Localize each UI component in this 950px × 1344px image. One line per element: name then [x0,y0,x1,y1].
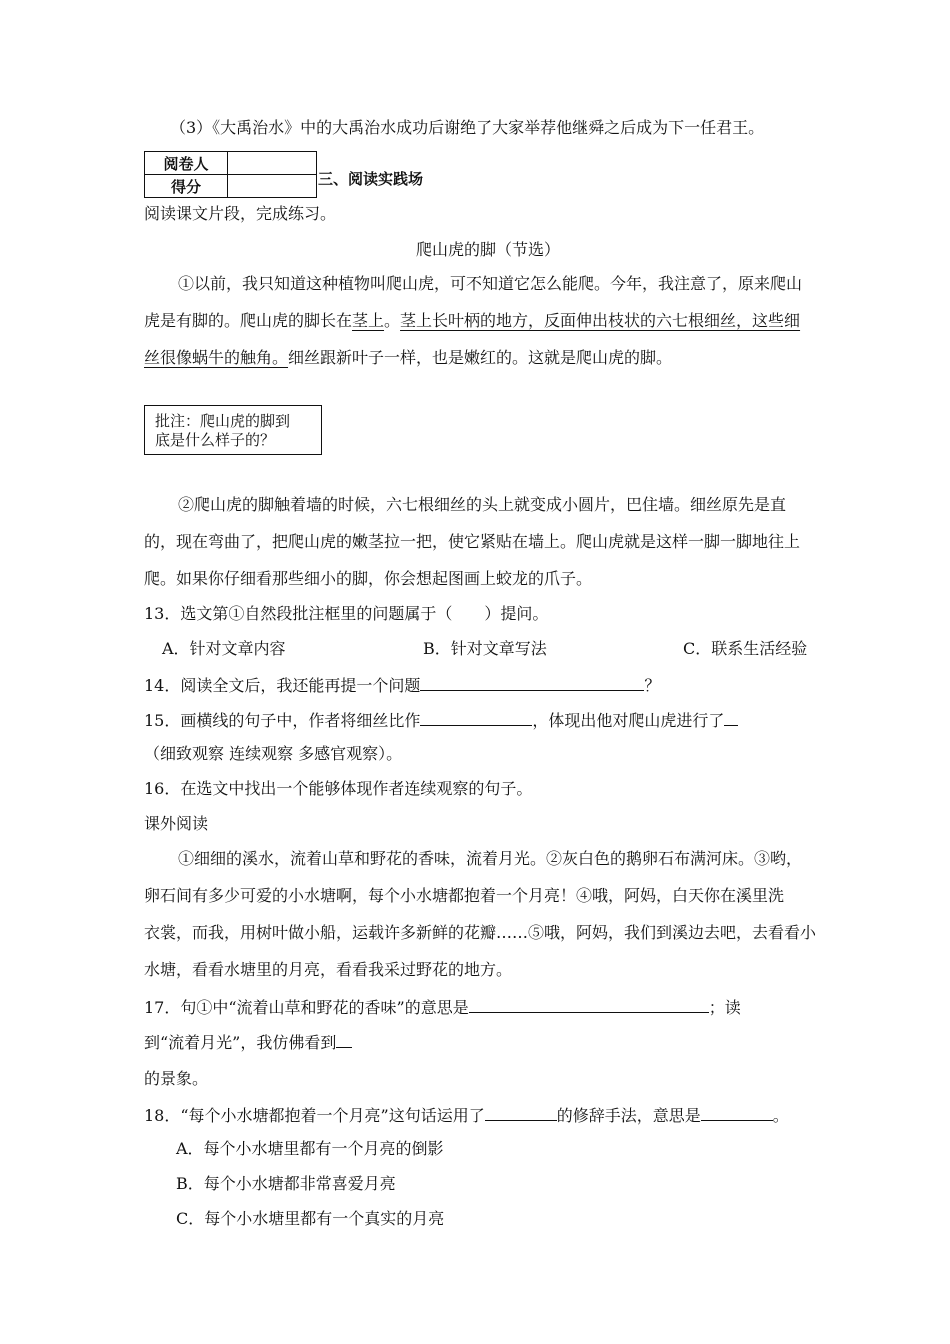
p1-line2-underline1: 茎上 [352,311,385,330]
q18-option-c[interactable]: C．每个小水塘里都有一个真实的月亮 [176,1209,445,1228]
q15-mid: ，体现出他对爬山虎进行了 [532,711,725,730]
q14-answer-blank[interactable] [420,674,644,691]
passage2-line2: 卵石间有多少可爱的小水塘啊，每个小水塘都抱着一个月亮！④哦，阿妈，白天你在溪里洗 [144,886,785,905]
q15 [144,709,738,731]
passage1-p2-line3: 爬。如果你仔细看那些细小的脚，你会想起图画上蛟龙的爪子。 [144,569,593,588]
annotation-box [144,405,322,455]
passage1-p1-line3 [144,348,672,368]
q17-blank-1[interactable] [469,996,709,1013]
q17-line2-text: 到“流着月光”，我仿佛看到 [144,1033,337,1052]
passage1-p2-line1: ②爬山虎的脚触着墙的时候，六七根细丝的头上就变成小圆片，巴住墙。细丝原先是直 [178,495,787,514]
q17 [144,996,741,1018]
q17-line2 [144,1031,352,1053]
q13-option-c[interactable]: C．联系生活经验 [683,639,808,658]
q14-prefix: 14．阅读全文后，我还能再提一个问题 [144,676,421,695]
q15-blank-2[interactable] [724,709,738,726]
score-field[interactable] [228,175,317,198]
q13-stem: 13．选文第①自然段批注框里的问题属于（ ）提问。 [144,604,549,623]
extra-reading-label: 课外阅读 [144,814,209,833]
passage2-line3: 衣裳，而我，用树叶做小船，运载许多新鲜的花瓣……⑤哦，阿妈，我们到溪边去吧，去看看小 [144,923,817,942]
score-label: 得分 [145,175,228,198]
passage2-line1: ①细细的溪水，流着山草和野花的香味，流着月光。②灰白色的鹅卵石布满河床。③哟， [178,849,803,868]
q15-blank-1[interactable] [420,709,532,726]
p1-line2-underline2: 茎上长叶柄的地方，反面伸出枝状的六七根细丝，这些细 [400,311,801,330]
q17-prefix: 17．句①中“流着山草和野花的香味”的意思是 [144,998,469,1017]
annotation-line1: 批注：爬山虎的脚到 [155,412,291,430]
q18-prefix: 18．“每个小水塘都抱着一个月亮”这句话运用了 [144,1106,485,1125]
instruction: 阅读课文片段，完成练习。 [144,204,337,223]
q18-option-a[interactable]: A．每个小水塘里都有一个月亮的倒影 [176,1139,444,1158]
q17-blank-2[interactable] [336,1031,352,1048]
q13-option-a[interactable]: A．针对文章内容 [162,639,286,658]
q15-prefix: 15．画横线的句子中，作者将细丝比作 [144,711,421,730]
passage1-p1-line2 [144,311,800,331]
passage1-title: 爬山虎的脚（节选） [416,240,561,259]
annotation-line2: 底是什么样子的？ [155,431,276,449]
q17-suffix: ；读 [708,998,741,1017]
p1-line2-plain: 虎是有脚的。爬山虎的脚长在 [144,311,353,330]
p1-line3-underline: 丝很像蜗牛的触角。 [144,348,289,367]
q18 [144,1104,789,1126]
q18-blank-1[interactable] [485,1104,557,1121]
reviewer-field[interactable] [228,152,317,175]
q14-suffix: ？ [644,676,661,695]
q14 [144,674,660,696]
header-note: （3）《大禹治水》中的大禹治水成功后谢绝了大家举荐他继舜之后成为下一任君王。 [170,118,765,137]
q17-line3: 的景象。 [144,1069,209,1088]
q18-end: 。 [772,1106,789,1125]
q18-option-b[interactable]: B．每个小水塘都非常喜爱月亮 [176,1174,396,1193]
section-title: 三、阅读实践场 [318,170,424,188]
p1-line2-mid: 。 [384,311,401,330]
reviewer-label: 阅卷人 [145,152,228,175]
q16: 16．在选文中找出一个能够体现作者连续观察的句子。 [144,779,533,798]
passage1-p1-line1: ①以前，我只知道这种植物叫爬山虎，可不知道它怎么能爬。今年，我注意了，原来爬山 [178,274,803,293]
score-table [144,151,317,198]
passage2-line4: 水塘，看看水塘里的月亮，看看我采过野花的地方。 [144,960,513,979]
q15-line2: （细致观察 连续观察 多感官观察）。 [144,744,403,763]
q18-blank-2[interactable] [701,1104,773,1121]
passage1-p2-line2: 的，现在弯曲了，把爬山虎的嫩茎拉一把，使它紧贴在墙上。爬山虎就是这样一脚一脚地往上 [144,532,801,551]
q18-mid: 的修辞手法，意思是 [556,1106,701,1125]
p1-line3-plain: 细丝跟新叶子一样，也是嫩红的。这就是爬山虎的脚。 [288,348,673,367]
q13-option-b[interactable]: B．针对文章写法 [423,639,547,658]
